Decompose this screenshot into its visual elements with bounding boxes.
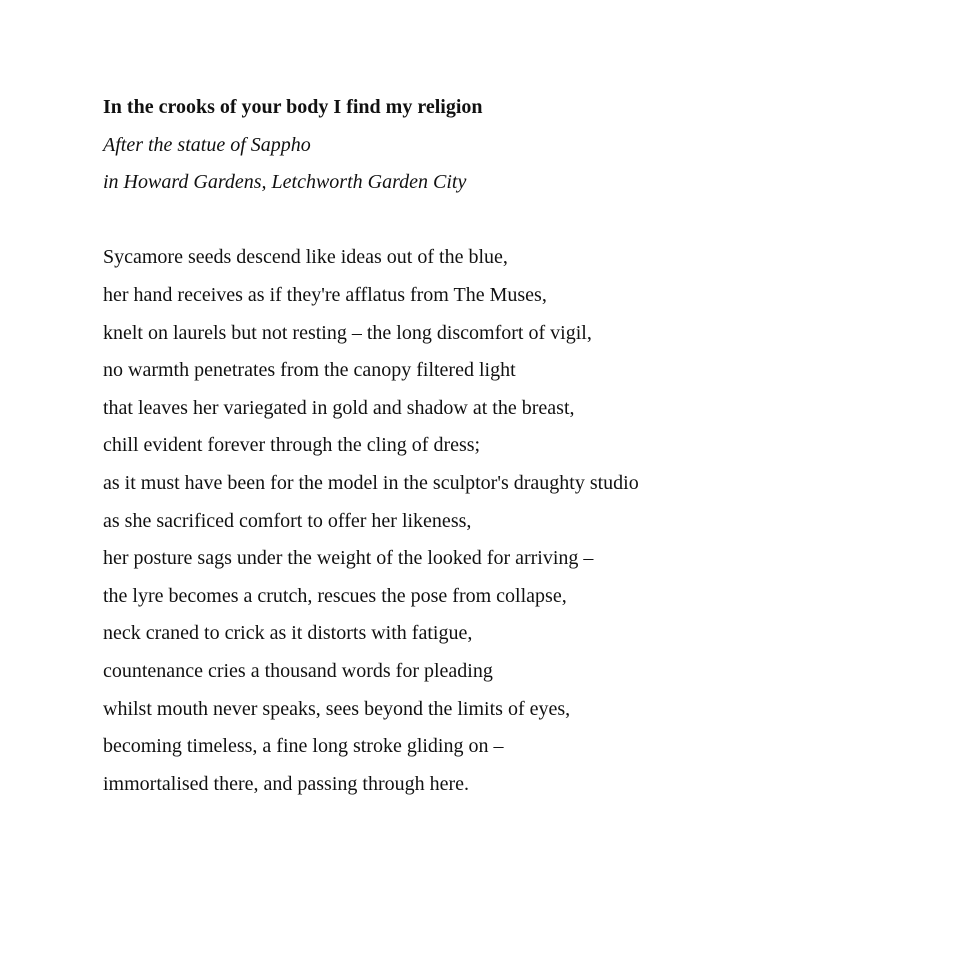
poem-subtitle-line-2: in Howard Gardens, Letchworth Garden City <box>103 171 467 194</box>
poem-line: the lyre becomes a crutch, rescues the pose from collapse, <box>103 584 567 607</box>
poem-line: whilst mouth never speaks, sees beyond the limits of eyes, <box>103 697 571 720</box>
poem-title: In the crooks of your body I find my religion <box>103 96 483 118</box>
poem-line: immortalised there, and passing through here. <box>103 772 470 795</box>
poem-line: as it must have been for the model in the sculptor's draughty studio <box>103 471 639 494</box>
stanza-gap <box>103 205 923 243</box>
poem-page <box>103 92 923 806</box>
poem-line: knelt on laurels but not resting – the long discomfort of vigil, <box>103 321 592 344</box>
poem-line: Sycamore seeds descend like ideas out of the blue, <box>103 246 508 269</box>
poem-line: her posture sags under the weight of the looked for arriving – <box>103 547 594 570</box>
poem-line: becoming timeless, a fine long stroke gliding on – <box>103 735 504 758</box>
poem-line: neck craned to crick as it distorts with fatigue, <box>103 622 473 645</box>
poem-line: chill evident forever through the cling of dress; <box>103 434 481 457</box>
poem-line: her hand receives as if they're afflatus from The Muses, <box>103 283 547 306</box>
poem-line: that leaves her variegated in gold and shadow at the breast, <box>103 396 575 419</box>
poem-line: no warmth penetrates from the canopy filtered light <box>103 359 516 382</box>
poem-line: as she sacrificed comfort to offer her likeness, <box>103 509 472 532</box>
poem-line: countenance cries a thousand words for pleading <box>103 659 493 682</box>
poem-subtitle-line-1: After the statue of Sappho <box>103 133 311 156</box>
